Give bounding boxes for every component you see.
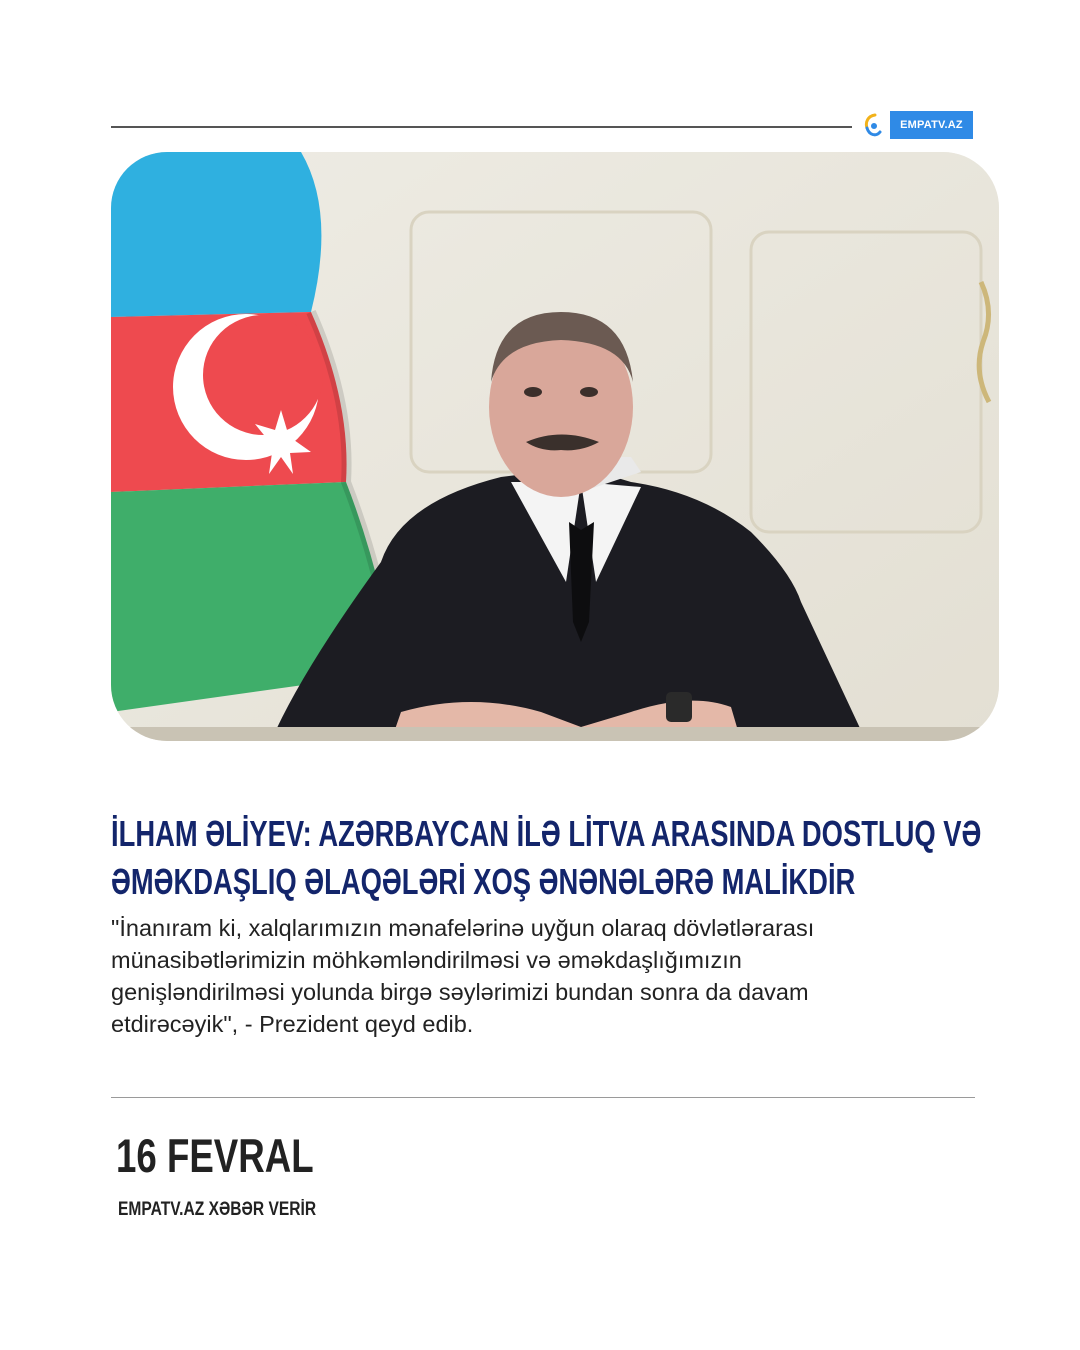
source-label: EMPATV.AZ XƏBƏR VERİR — [118, 1199, 317, 1220]
bottom-divider — [111, 1097, 975, 1098]
article-photo — [111, 152, 999, 741]
brand-badge[interactable]: EMPATV.AZ — [890, 111, 973, 139]
article-summary: "İnanıram ki, xalqlarımızın mənafelərinə uyğun olaraq dövlətlərarası münasibətlərimizin möhkəmləndirilməsi və əməkdaşlığımızın genişləndirilməsi yolunda birgə səylərimizi bundan sonra da davam etdirəcəyik", - Prezident qeyd edib. — [111, 915, 815, 1037]
top-divider — [111, 126, 852, 128]
empatv-logo-icon[interactable] — [862, 112, 884, 140]
date-label: 16 FEVRAL — [116, 1129, 314, 1182]
headline: İLHAM ƏLİYEV: AZƏRBAYCAN İLƏ LİTVA ARASINDA DOSTLUQ VƏ ƏMƏKDAŞLIQ ƏLAQƏLƏRİ XOŞ ƏNƏNƏLƏRƏ MALİKDİR — [111, 813, 982, 902]
